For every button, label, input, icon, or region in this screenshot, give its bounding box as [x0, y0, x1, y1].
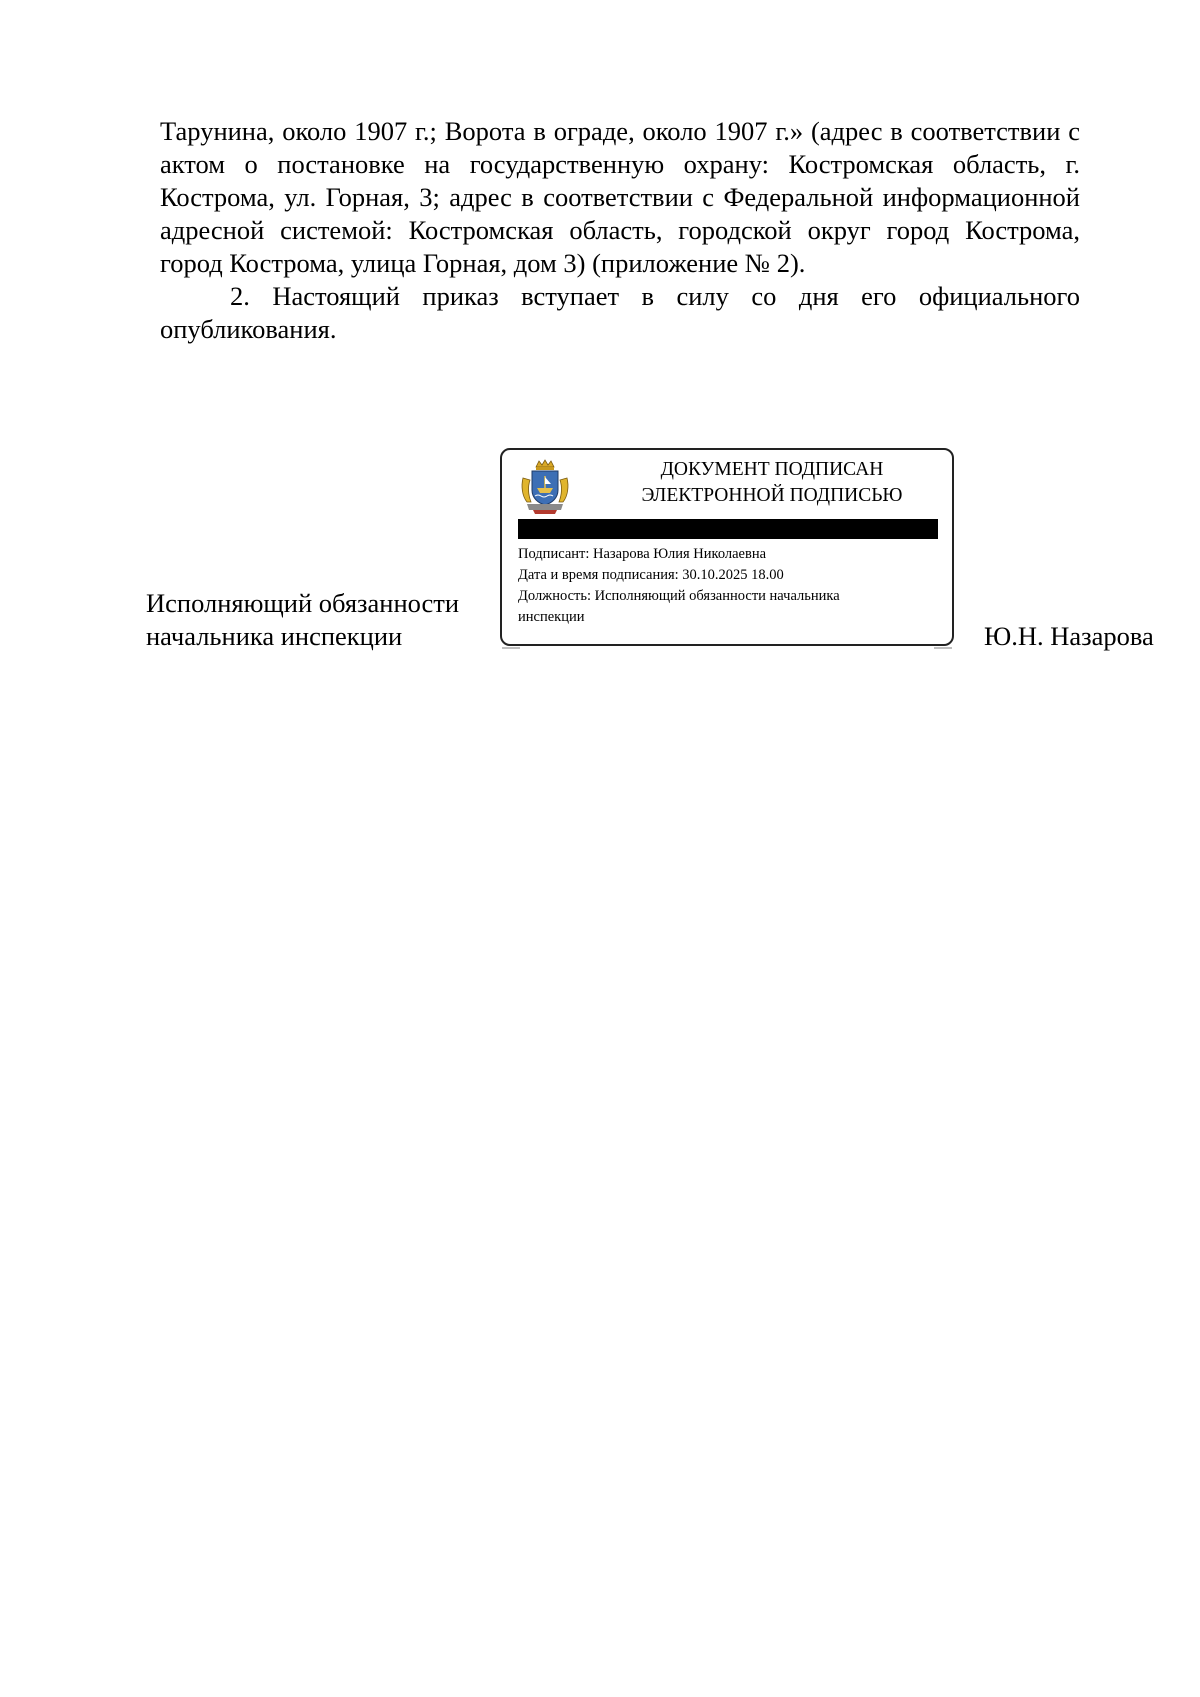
document-body	[160, 115, 1080, 346]
stamp-signer: Подписант: Назарова Юлия Николаевна	[518, 546, 767, 562]
body-paragraph-2: 2. Настоящий приказ вступает в силу со дня его официального опубликования.	[160, 281, 1080, 344]
stamp-datetime: Дата и время подписания: 30.10.2025 18.00	[518, 567, 784, 583]
signatory-position-line-1: Исполняющий обязанности	[146, 588, 460, 618]
body-paragraph-1: Тарунина, около 1907 г.; Ворота в ограде, около 1907 г.» (адрес в соответствии с актом о постановке на государственную охрану: Костромская область, г. Кострома, ул. Горная, 3; адрес в соответствии с Федеральной информационной адресной системой: Костромская область, городской округ город Кострома, город Кострома, улица Горная, дом 3) (приложение № 2).	[160, 116, 1080, 278]
stamp-details	[518, 544, 938, 628]
stamp-position-line-1: Должность: Исполняющий обязанности начальника	[518, 588, 840, 604]
signatory-position	[146, 587, 459, 653]
stamp-corner-mark-left	[502, 647, 520, 649]
electronic-signature-stamp	[500, 448, 954, 646]
signatory-position-line-2: начальника инспекции	[146, 621, 403, 651]
stamp-position-line-2: инспекции	[518, 609, 585, 625]
certificate-redaction-bar	[518, 519, 938, 539]
signatory-name: Ю.Н. Назарова	[984, 621, 1154, 651]
stamp-title-line-2: ЭЛЕКТРОННОЙ ПОДПИСЬЮ	[641, 485, 903, 506]
stamp-title-line-1: ДОКУМЕНТ ПОДПИСАН	[660, 459, 884, 480]
stamp-corner-mark-right	[934, 647, 952, 649]
coat-of-arms-icon	[517, 458, 573, 516]
